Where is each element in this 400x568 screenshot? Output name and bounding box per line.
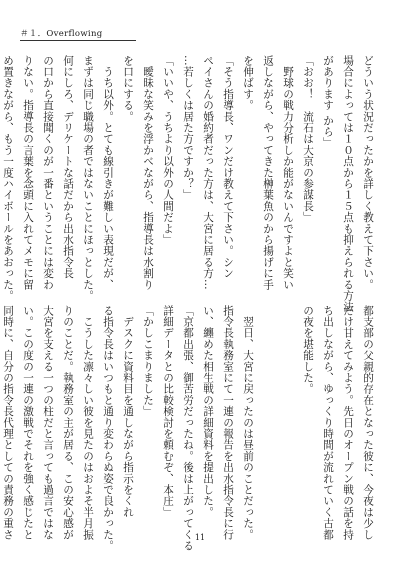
- text-line: を口にする。: [122, 55, 134, 123]
- page-number: 11: [194, 533, 206, 542]
- text-line: 「おお！ 流石は大京の参謀長」: [302, 55, 314, 223]
- text-line: の夜を堪能した。: [302, 305, 314, 395]
- text-line: りのことだ。執務室の主が居る、この安心感が: [62, 305, 74, 541]
- text-line: 「京都出張、御苦労だったね。後は上がってくる: [182, 305, 194, 552]
- chapter-header: ＃１．Overflowing: [20, 27, 136, 41]
- text-line: め置きながら、もう一度ハイボールをあおった。: [2, 55, 14, 302]
- text-line: 同時に、自分の指令長代理としての責務の重さ: [2, 305, 14, 541]
- text-line: い。この度の一連の激戦でそれを強く感じたと: [22, 305, 34, 541]
- text-line: まずは同じ職場の者ではないことにほっとした。: [82, 55, 94, 302]
- text-line: を伸ばす。: [242, 55, 254, 111]
- text-line: [278, 305, 298, 545]
- text-line: [258, 305, 278, 545]
- lower-text-block: [0, 305, 378, 552]
- text-line: …若しくは居た方ですか？」: [182, 55, 194, 201]
- text-line: デスクに資料目を通しながら指示をくれ: [122, 305, 134, 518]
- text-line: ペイさんの婚約者だった方は、大宮に居る方…: [202, 55, 214, 291]
- text-line: 「いいや、うちより以外の人間だよ」: [162, 55, 174, 246]
- text-line: 返しながら、やってきた榊葉魚のから揚げに手: [262, 55, 274, 291]
- text-line: うち以外。とても線引きが難しい表現だが、: [102, 55, 114, 291]
- text-line: 曖昧な笑みを浮かべながら、指導長は水割り: [142, 55, 154, 291]
- text-line: どういう状況だったかを詳しく教えて下さい。: [362, 55, 374, 291]
- text-line: 「そう指導長、ワンだけ教えて下さい。シン: [222, 55, 234, 279]
- text-line: 大宮を支える一つの柱だと言っても過言ではな: [42, 305, 54, 541]
- text-line: だけ甘えてみよう。先日のオープン戦の話を持: [342, 305, 354, 541]
- text-line: こうした凛々しい彼を見たのはおよそ半月振: [82, 305, 94, 541]
- text-line: があります から」: [322, 55, 334, 149]
- text-line: 場合によっては１０点から１５点も抑えられる方法: [342, 55, 354, 313]
- text-line: の口から直接聞くのが一番ということには変わ: [42, 55, 54, 291]
- upper-text-block: [0, 55, 378, 313]
- text-line: ち出しながら、ゆっくり時間が流れていく古都: [322, 305, 334, 541]
- text-line: 野球の戦力分析しか能がないんですよと笑い: [282, 55, 294, 291]
- text-line: りない。指導長の言葉を念頭に入れてメモに留: [22, 55, 34, 291]
- text-line: 指令長執務室にて一連の報告を出水指令長に行: [222, 305, 234, 541]
- text-line: 詳細データとの比較検討を頼むぞ、本庄」: [162, 305, 174, 518]
- text-line: 翌日、大宮に戻ったのは昼前のことだった。: [242, 305, 254, 541]
- text-line: 「かしこまりました」: [142, 305, 154, 417]
- text-line: 何にしろ、デリケートな話だから出水指令長: [62, 55, 74, 279]
- text-line: る指令長はいつもと通り変わらぬ姿で良かった。: [102, 305, 114, 552]
- text-line: 都支部の父親的存在となった彼に、今夜は少し: [362, 305, 374, 541]
- text-line: い、纏めた相生戦の詳細資料を提出した。: [202, 305, 214, 518]
